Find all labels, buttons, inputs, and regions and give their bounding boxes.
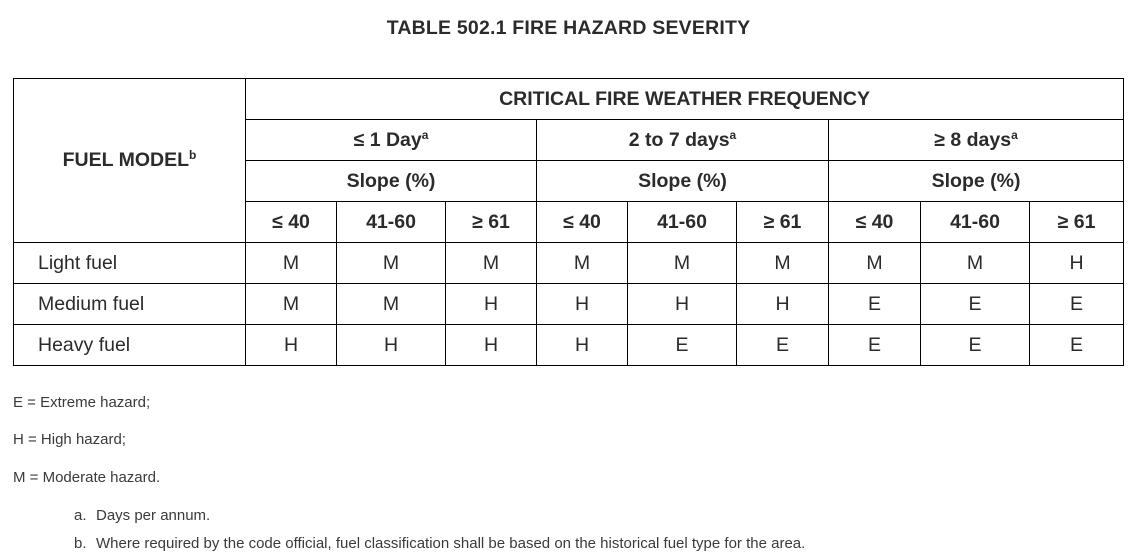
hazard-cell: H [1030, 243, 1124, 284]
hazard-cell: M [446, 243, 537, 284]
footnote-text: Where required by the code official, fuel classification shall be based on the historical fuel type for the area. [96, 535, 806, 552]
slope-range-header: 41-60 [921, 202, 1030, 243]
hazard-cell: E [829, 284, 921, 325]
table-row-heavy-fuel [14, 325, 1124, 366]
slope-range-header: ≤ 40 [829, 202, 921, 243]
slope-header-3: Slope (%) [829, 161, 1124, 202]
freq-header-1: ≤ 1 Day$^a$ [246, 120, 537, 161]
hazard-cell: H [446, 325, 537, 366]
freq-header-2: 2 to 7 days$^a$ [537, 120, 829, 161]
slope-range-header: 41-60 [337, 202, 446, 243]
hazard-cell: M [337, 284, 446, 325]
slope-range-header: ≥ 61 [1030, 202, 1124, 243]
hazard-cell: H [537, 284, 628, 325]
footnote-mark: b. [74, 535, 87, 552]
fuel-type-cell: Light fuel [14, 243, 246, 284]
hazard-cell: H [446, 284, 537, 325]
slope-range-header: ≥ 61 [446, 202, 537, 243]
hazard-cell: M [829, 243, 921, 284]
hazard-cell: M [737, 243, 829, 284]
fire-hazard-severity-table [13, 78, 1124, 366]
table-title: TABLE 502.1 FIRE HAZARD SEVERITY [386, 17, 751, 39]
legend-moderate: M = Moderate hazard. [13, 469, 161, 486]
fuel-type-cell: Heavy fuel [14, 325, 246, 366]
hazard-cell: E [1030, 284, 1124, 325]
hazard-cell: H [337, 325, 446, 366]
critical-fire-weather-frequency-header: CRITICAL FIRE WEATHER FREQUENCY [246, 79, 1124, 120]
table-row-light-fuel [14, 243, 1124, 284]
legend-extreme: E = Extreme hazard; [13, 394, 151, 411]
footnote-text: Days per annum. [96, 507, 211, 524]
slope-range-header: ≤ 40 [537, 202, 628, 243]
hazard-cell: M [337, 243, 446, 284]
hazard-cell: E [829, 325, 921, 366]
hazard-cell: M [921, 243, 1030, 284]
hazard-cell: H [537, 325, 628, 366]
hazard-cell: E [737, 325, 829, 366]
footnote-mark: a. [74, 507, 87, 524]
hazard-cell: H [246, 325, 337, 366]
slope-range-header: ≥ 61 [737, 202, 829, 243]
footnote-a [74, 507, 210, 524]
slope-header-2: Slope (%) [537, 161, 829, 202]
hazard-cell: M [537, 243, 628, 284]
freq-header-3: ≥ 8 days$^a$ [829, 120, 1124, 161]
hazard-cell: E [628, 325, 737, 366]
hazard-cell: E [921, 284, 1030, 325]
hazard-cell: E [1030, 325, 1124, 366]
hazard-cell: H [737, 284, 829, 325]
fuel-model-header: FUEL MODEL$^b$ [14, 79, 246, 243]
header-row-1 [14, 79, 1124, 120]
footnote-b-marker: b [189, 148, 197, 162]
footnote-b [74, 535, 805, 552]
hazard-cell: M [246, 284, 337, 325]
hazard-cell: H [628, 284, 737, 325]
hazard-cell: M [246, 243, 337, 284]
hazard-cell: E [921, 325, 1030, 366]
table-row-medium-fuel [14, 284, 1124, 325]
slope-range-header: ≤ 40 [246, 202, 337, 243]
slope-range-header: 41-60 [628, 202, 737, 243]
fuel-type-cell: Medium fuel [14, 284, 246, 325]
slope-header-1: Slope (%) [246, 161, 537, 202]
hazard-cell: M [628, 243, 737, 284]
legend-high: H = High hazard; [13, 431, 126, 448]
